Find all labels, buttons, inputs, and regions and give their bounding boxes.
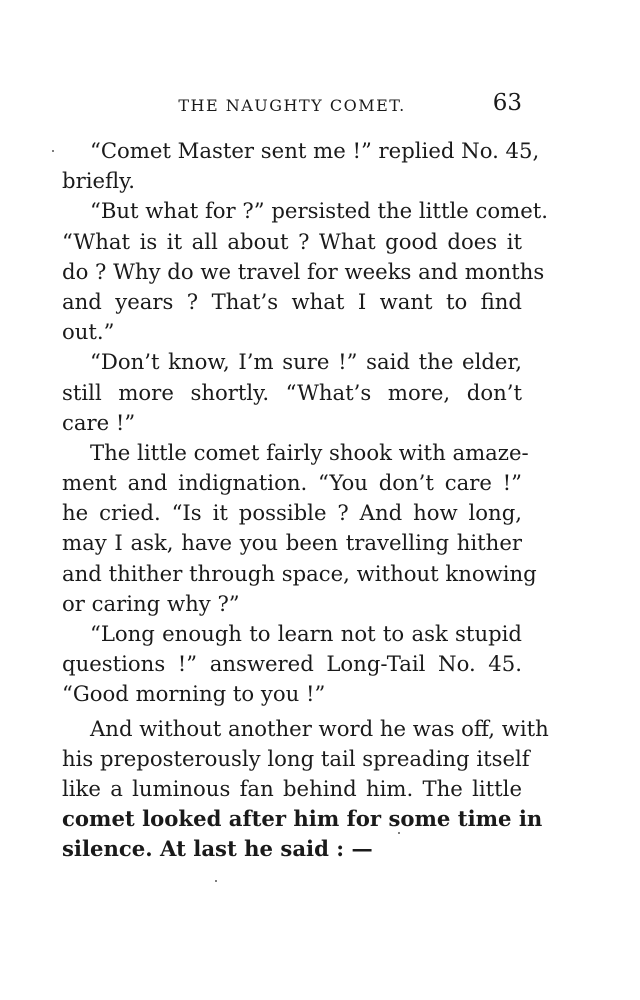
text-line: “Comet Master sent me !” replied No. 45, bbox=[90, 138, 540, 163]
text-line: briefly. bbox=[62, 168, 136, 194]
text-line: he cried. “Is it possible ? And how long, bbox=[62, 500, 522, 526]
text-line: “Long enough to learn not to ask stupid bbox=[90, 621, 522, 646]
text-line: “Don’t know, I’m sure !” said the elder, bbox=[90, 349, 522, 375]
text-line: and years ? That’s what I want to find bbox=[62, 288, 522, 314]
ink-speck bbox=[398, 832, 400, 834]
ink-speck bbox=[215, 880, 217, 882]
text-line: silence. At last he said : — bbox=[62, 836, 373, 862]
text-line: or caring why ?” bbox=[62, 590, 240, 616]
running-head bbox=[62, 92, 522, 122]
body-text bbox=[62, 136, 549, 865]
text-line: “Good morning to you !” bbox=[62, 681, 326, 707]
text-line: like a luminous fan behind him. The little bbox=[62, 775, 522, 801]
text-line: and thither through space, without knowing bbox=[62, 560, 537, 586]
text-line: may I ask, have you been travelling hither bbox=[62, 530, 522, 556]
text-line: comet looked after him for some time in bbox=[62, 806, 543, 832]
text-line: ment and indignation. “You don’t care !” bbox=[62, 470, 522, 496]
text-line: “What is it all about ? What good does it bbox=[62, 228, 522, 254]
text-line: The little comet fairly shook with amaze- bbox=[90, 439, 529, 465]
text-line: care !” bbox=[62, 409, 136, 435]
text-line: his preposterously long tail spreading itself bbox=[62, 745, 530, 771]
running-title: THE NAUGHTY COMET. bbox=[178, 96, 406, 115]
text-line: questions !” answered Long-Tail No. 45. bbox=[62, 651, 522, 677]
text-line: do ? Why do we travel for weeks and months bbox=[62, 258, 545, 284]
text-line: out.” bbox=[62, 319, 115, 345]
text-line: still more shortly. “What’s more, don’t bbox=[62, 379, 522, 405]
page-number: 63 bbox=[492, 90, 522, 116]
text-line: And without another word he was off, with bbox=[90, 715, 549, 741]
text-line: “But what for ?” persisted the little comet. bbox=[90, 198, 549, 224]
ink-speck bbox=[52, 150, 54, 152]
